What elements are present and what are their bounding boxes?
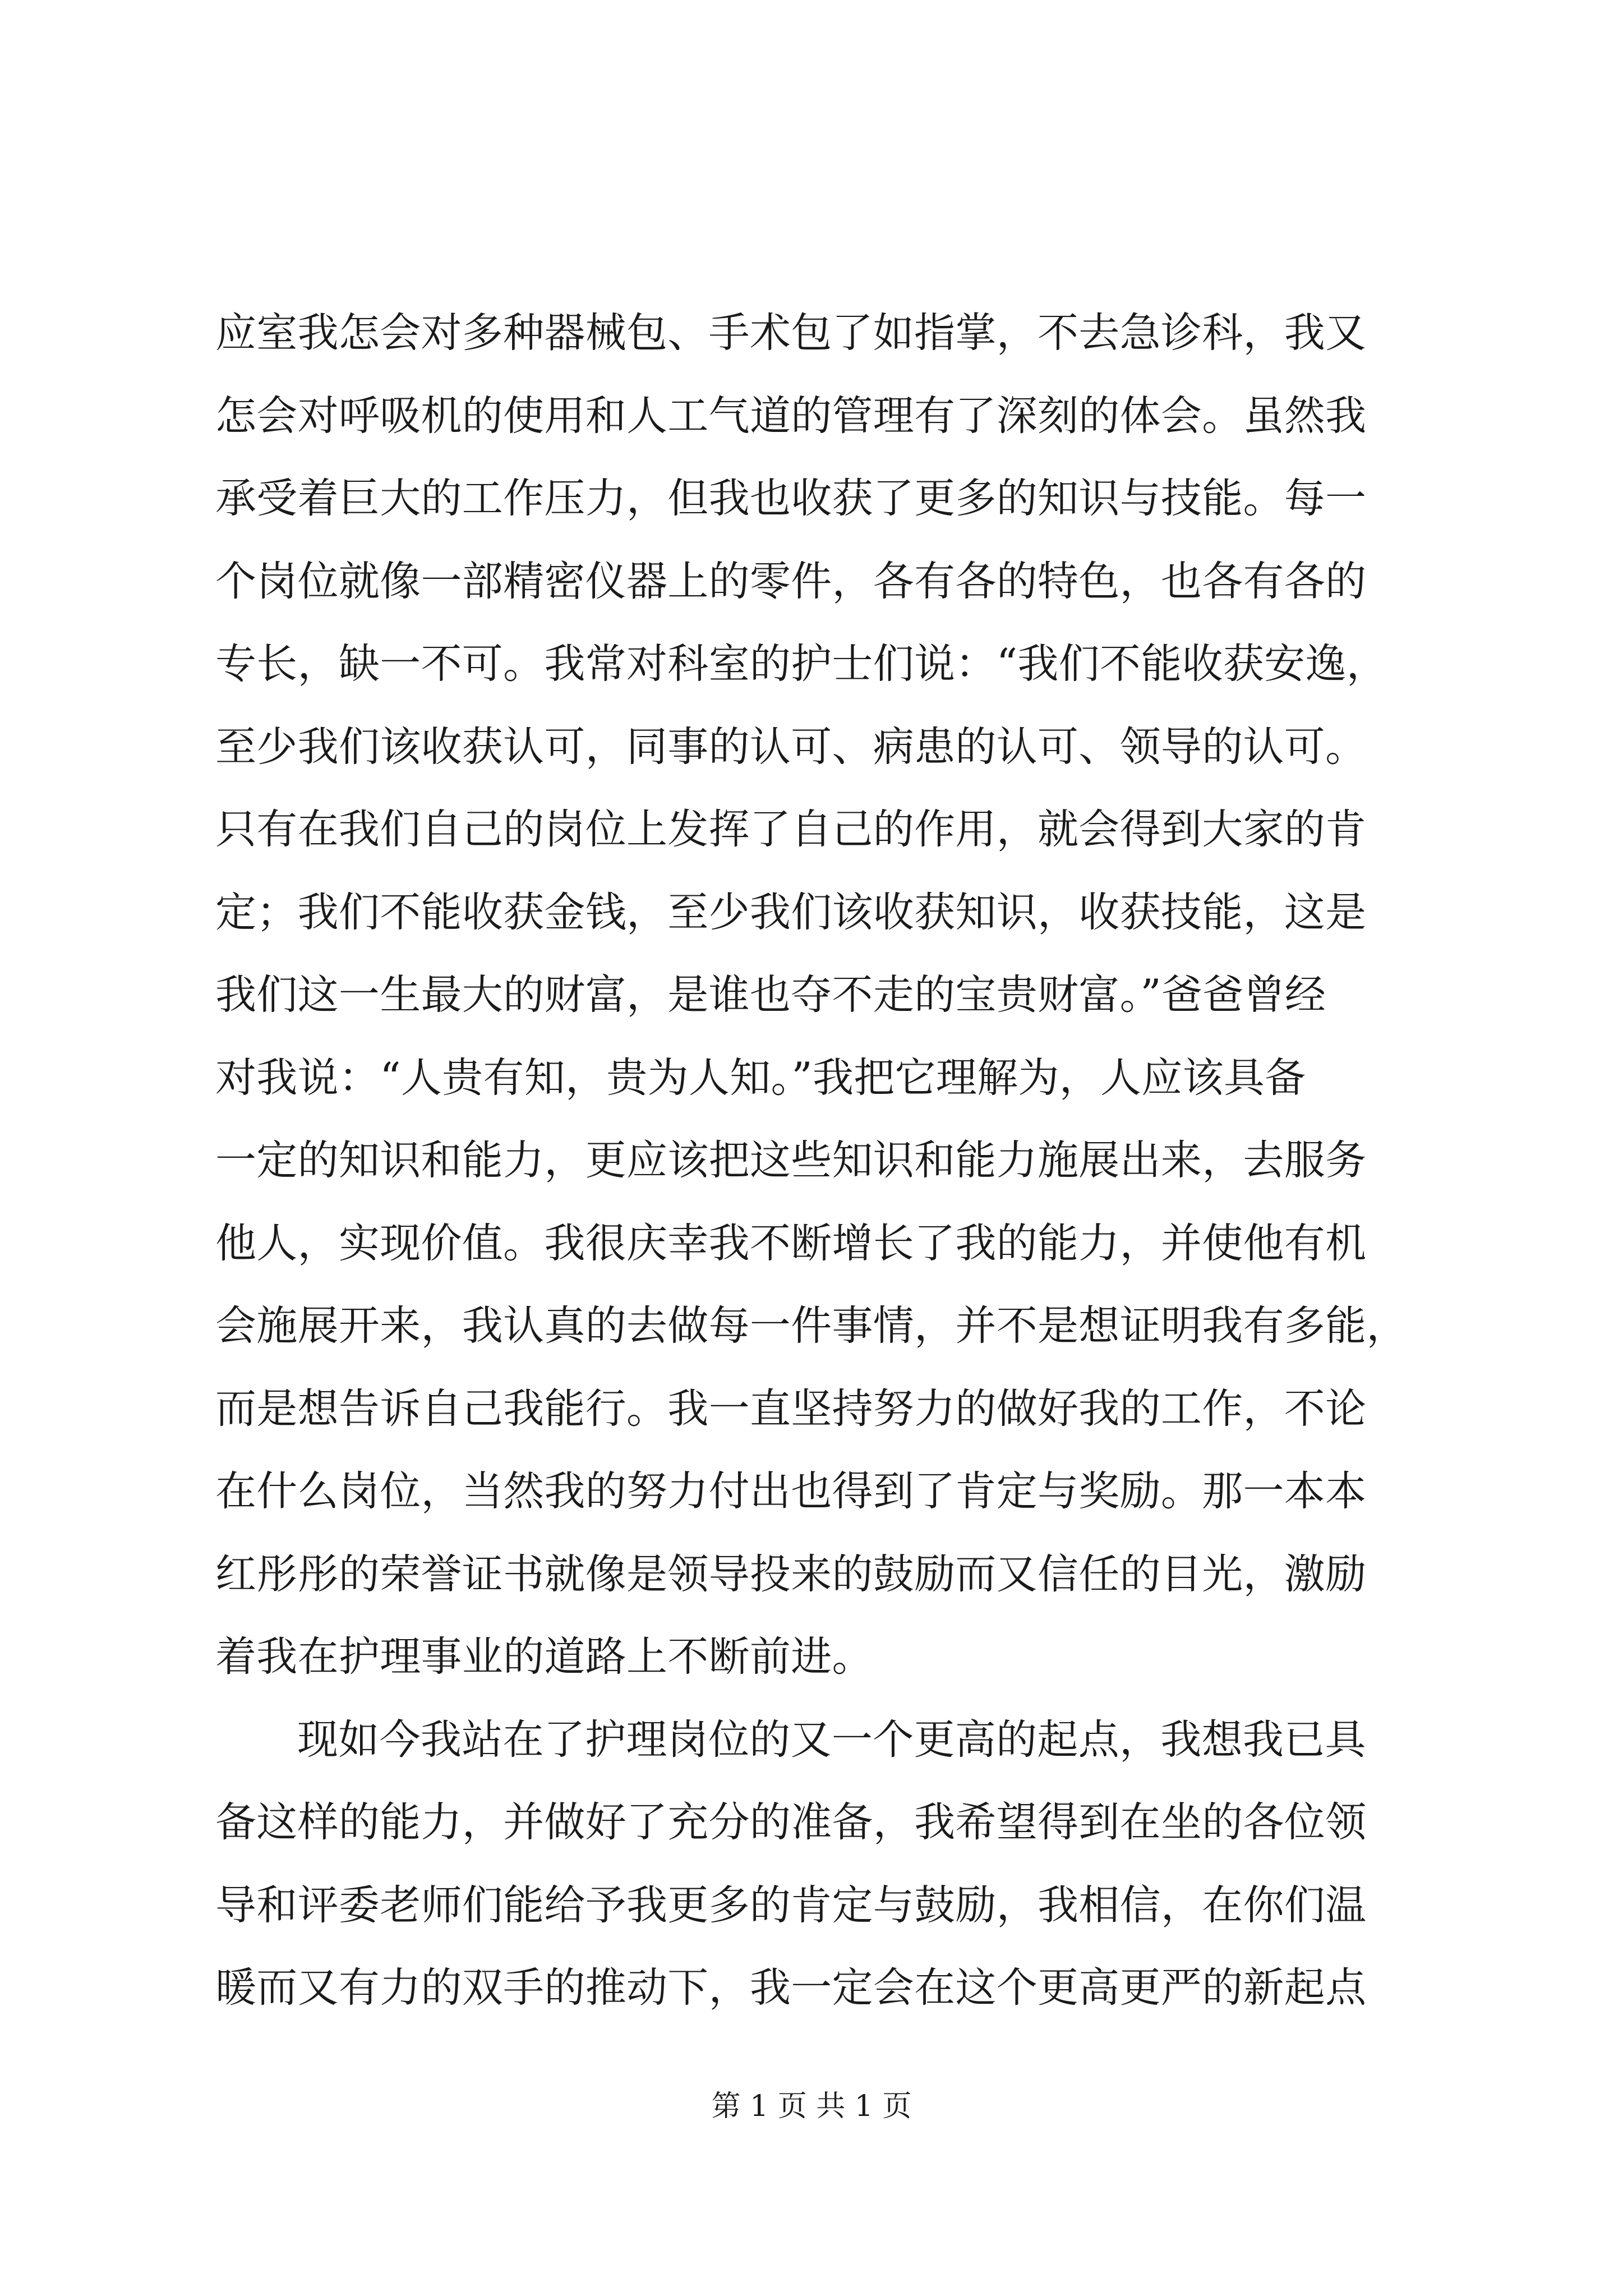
text-line: 暖而又有力的双手的推动下，我一定会在这个更高更严的新起点 xyxy=(215,1964,1367,2012)
paragraph-start-line: 现如今我站在了护理岗位的又一个更高的起点，我想我已具 xyxy=(297,1715,1366,1764)
text-line: 一定的知识和能力，更应该把这些知识和能力施展出来，去服务 xyxy=(215,1137,1367,1184)
text-line: 怎会对呼吸机的使用和人工气道的管理有了深刻的体会。虽然我 xyxy=(215,392,1367,440)
text-line: 至少我们该收获认可，同事的认可、病患的认可、领导的认可。 xyxy=(215,723,1367,771)
text-line: 会施展开来，我认真的去做每一件事情，并不是想证明我有多能， xyxy=(215,1302,1408,1350)
body-text xyxy=(215,292,1415,2030)
text-line: 我们这一生最大的财富，是谁也夺不走的宝贵财富。”爸爸曾经 xyxy=(215,971,1326,1019)
text-line: 专长，缺一不可。我常对科室的护士们说：“我们不能收获安逸， xyxy=(215,640,1388,688)
text-line: 应室我怎会对多种器械包、手术包了如指掌，不去急诊科，我又 xyxy=(215,309,1367,357)
page-number-footer: 第 1 页 共 1 页 xyxy=(711,2090,912,2123)
text-line: 只有在我们自己的岗位上发挥了自己的作用，就会得到大家的肯 xyxy=(215,806,1367,853)
text-line: 定；我们不能收获金钱，至少我们该收获知识，收获技能，这是 xyxy=(215,888,1367,936)
text-line: 而是想告诉自己我能行。我一直坚持努力的做好我的工作，不论 xyxy=(215,1384,1367,1433)
text-line: 导和评委老师们能给予我更多的肯定与鼓励，我相信，在你们温 xyxy=(215,1881,1367,1929)
text-line: 承受着巨大的工作压力，但我也收获了更多的知识与技能。每一 xyxy=(215,475,1367,522)
text-line: 他人，实现价值。我很庆幸我不断增长了我的能力，并使他有机 xyxy=(215,1219,1367,1267)
text-line: 在什么岗位，当然我的努力付出也得到了肯定与奖励。那一本本 xyxy=(215,1467,1367,1515)
text-line: 备这样的能力，并做好了充分的准备，我希望得到在坐的各位领 xyxy=(215,1798,1367,1846)
text-line: 红彤彤的荣誉证书就像是领导投来的鼓励而又信任的目光，激励 xyxy=(215,1550,1367,1598)
text-line: 对我说：“人贵有知，贵为人知。”我把它理解为，人应该具备 xyxy=(215,1053,1306,1102)
text-line: 个岗位就像一部精密仪器上的零件，各有各的特色，也各有各的 xyxy=(215,557,1367,605)
text-line: 着我在护理事业的道路上不断前进。 xyxy=(215,1633,873,1681)
